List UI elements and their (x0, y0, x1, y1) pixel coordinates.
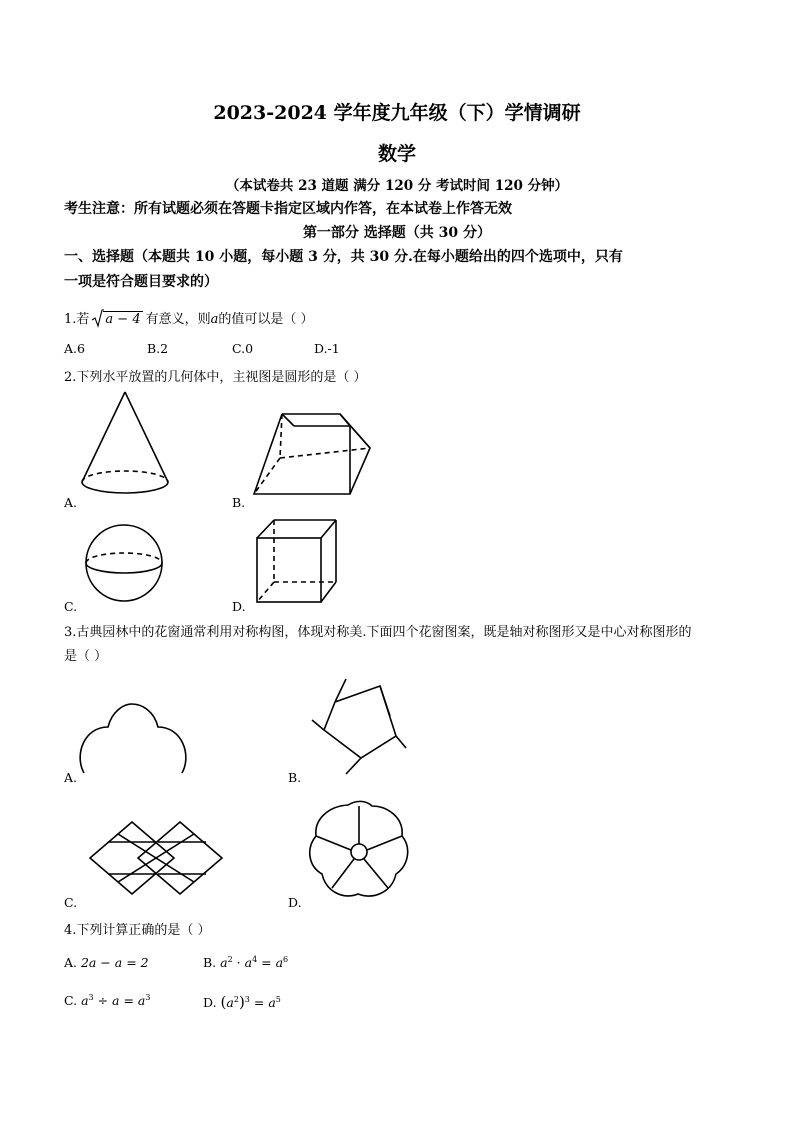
frustum-figure (252, 410, 374, 500)
pentagon-pinwheel-figure (310, 678, 415, 778)
q3-option-a[interactable]: A. (64, 770, 78, 785)
q2-option-d[interactable]: D. (232, 599, 246, 614)
q2-option-b[interactable]: B. (232, 495, 246, 510)
question-1-stem (64, 308, 314, 327)
exam-info: （本试卷共 23 道题 满分 120 分 考试时间 120 分钟） (225, 178, 569, 194)
cloud-arch-figure (78, 703, 188, 775)
part-heading: 第一部分 选择题（共 30 分） (302, 225, 492, 241)
five-petal-flower-figure (308, 800, 410, 900)
subject-title: 数学 (377, 143, 416, 165)
q4-b-base2: a (244, 955, 253, 971)
exam-title: 2023-2024 学年度九年级（下）学情调研 (213, 102, 581, 124)
q4-c-base2: a (137, 993, 146, 1009)
q4-option-d[interactable] (203, 993, 281, 1011)
section-instruction-line1: 一、选择题（本题共 10 小题，每小题 3 分，共 30 分.在每小题给出的四个选项中，只有 (64, 249, 623, 265)
q4-option-a[interactable] (64, 955, 149, 970)
q4-c-exp2: 3 (145, 993, 151, 1002)
q4-b-eq: = (257, 955, 276, 971)
q2-option-a[interactable]: A. (64, 495, 78, 510)
question-3-stem-line1: 3.古典园林中的花窗通常利用对称构图，体现对称美.下面四个花窗图案，既是轴对称图形又是中心对称图形的 (64, 625, 692, 640)
q1-radicand: a − 4 (105, 312, 141, 327)
q4-c-exp1: 3 (88, 993, 94, 1002)
radical-sign-icon (92, 309, 104, 329)
q4-d-outer-exp: 3 (244, 994, 250, 1004)
q4-d-close-paren: ) (238, 993, 245, 1011)
q4-d-inner-exp: 2 (233, 994, 239, 1004)
q4-c-op: ÷ a = (93, 993, 138, 1009)
sphere-figure (85, 524, 165, 604)
q4-option-b[interactable] (203, 955, 288, 970)
q4-option-a-expr: 2a − a = 2 (80, 955, 149, 970)
q4-d-inner-base: a (226, 995, 234, 1010)
q3-option-b[interactable]: B. (288, 770, 302, 785)
q4-b-exp1: 2 (227, 955, 233, 964)
q3-option-c[interactable]: C. (64, 895, 78, 910)
q4-d-open-paren: ( (220, 993, 227, 1011)
question-4-stem: 4.下列计算正确的是（ ） (64, 923, 211, 938)
q1-option-b[interactable]: B.2 (147, 341, 169, 356)
q4-d-exp: 5 (275, 994, 281, 1004)
q1-middle: 有意义，则 (145, 312, 211, 327)
question-3-stem-line2: 是（ ） (64, 649, 108, 664)
section-instruction-line2: 一项是符合题目要求的） (64, 274, 218, 290)
q1-option-a[interactable]: A.6 (64, 341, 85, 356)
q2-option-c[interactable]: C. (64, 599, 78, 614)
q4-b-exp3: 6 (283, 955, 289, 964)
q4-b-base3: a (275, 955, 284, 971)
q4-b-op: · (232, 955, 245, 971)
question-2-stem: 2.下列水平放置的几何体中，主视图是圆形的是（ ） (64, 370, 367, 385)
exam-notice: 考生注意：所有试题必须在答题卡指定区域内作答，在本试卷上作答无效 (64, 201, 512, 217)
q4-b-exp2: 4 (252, 955, 258, 964)
q1-option-c[interactable]: C.0 (232, 341, 254, 356)
cube-figure (254, 518, 339, 606)
q1-var: a (210, 312, 219, 327)
diamond-lattice-figure (88, 820, 228, 896)
q1-option-d[interactable]: D.-1 (314, 341, 340, 356)
q4-option-d-label: D. (203, 995, 221, 1010)
q4-d-eq: = (249, 995, 269, 1010)
q4-d-base: a (268, 995, 276, 1010)
q4-b-base1: a (220, 955, 228, 971)
q4-option-c[interactable] (64, 993, 150, 1008)
q1-prefix: 1.若 (64, 312, 90, 327)
cone-figure (80, 390, 175, 498)
q4-option-c-label: C. (64, 993, 82, 1009)
q4-c-base1: a (81, 993, 89, 1009)
q1-radical (92, 312, 142, 327)
q1-suffix: 的值可以是（ ） (218, 312, 314, 327)
q3-option-d[interactable]: D. (288, 895, 302, 910)
q4-option-a-label: A. (64, 955, 81, 970)
q4-option-b-label: B. (203, 955, 221, 971)
